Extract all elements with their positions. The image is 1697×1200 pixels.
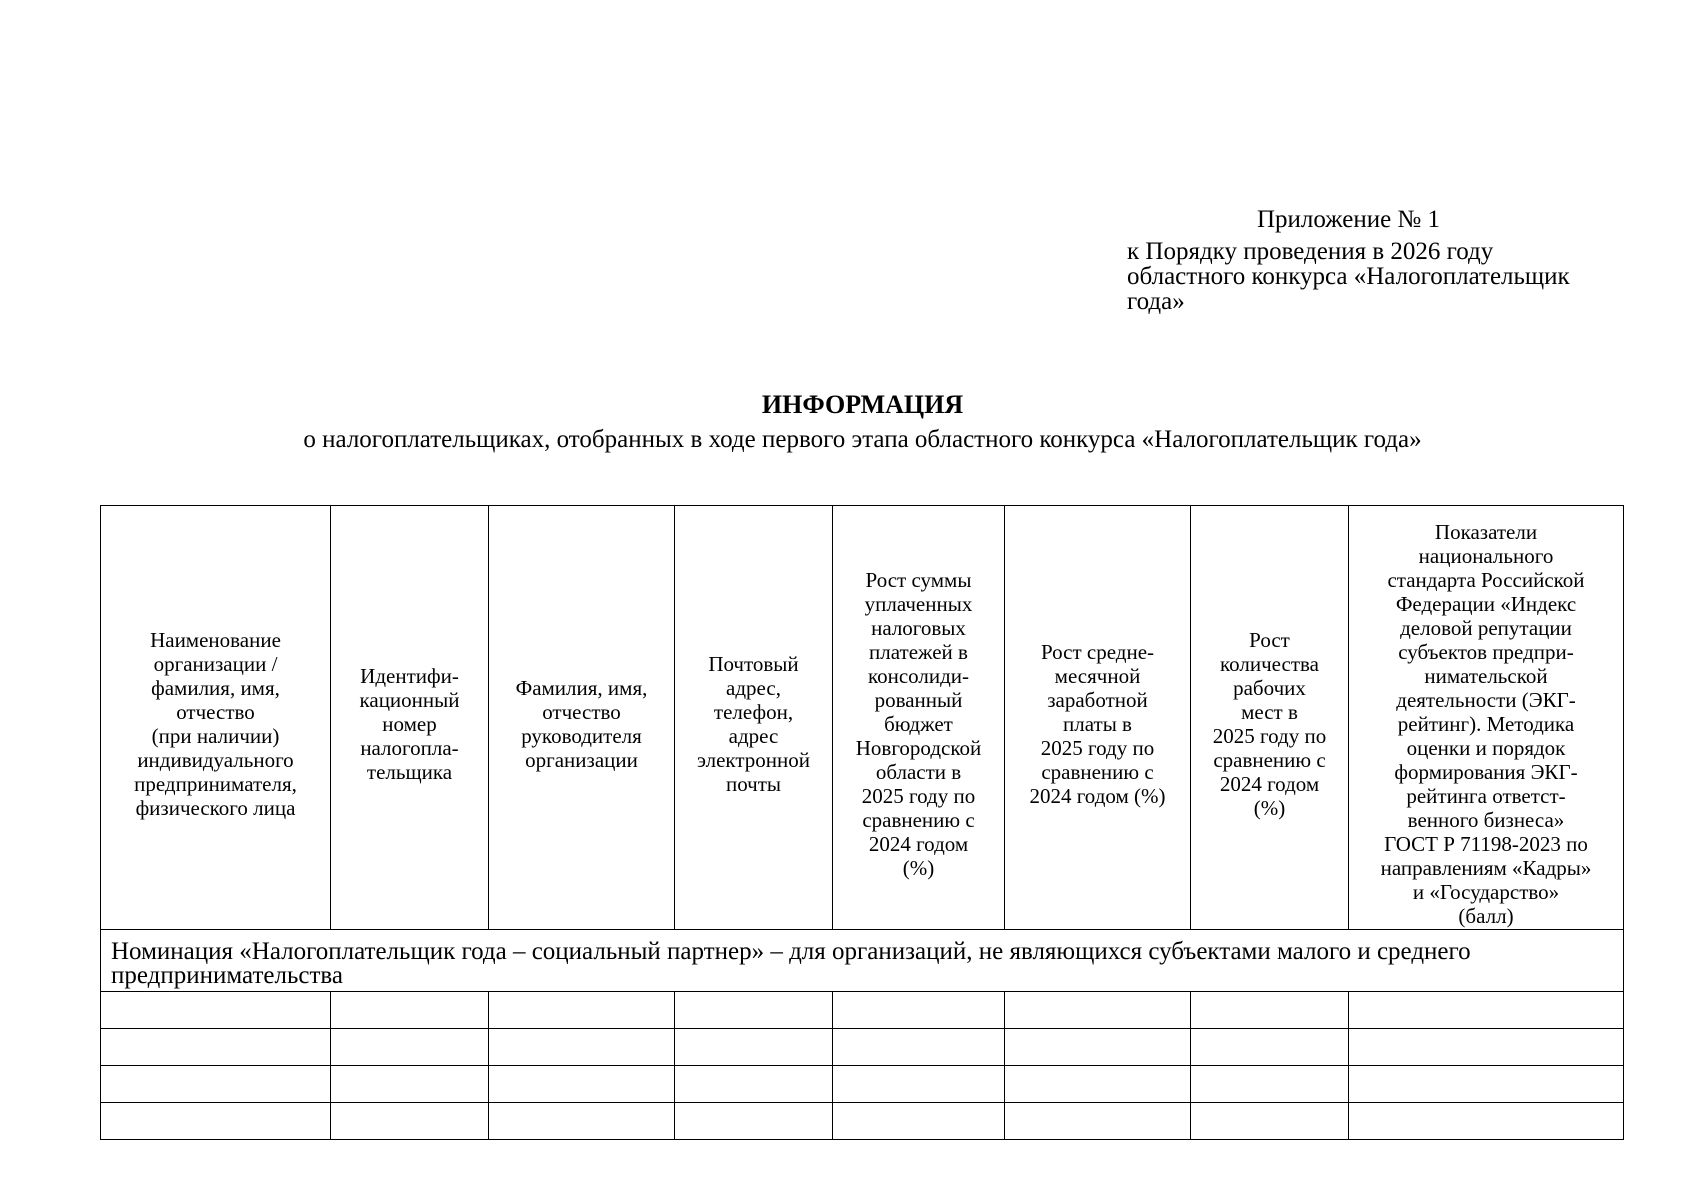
table-cell [1349, 1103, 1624, 1140]
table-cell [101, 1029, 331, 1066]
nomination-row [101, 930, 1624, 992]
document-title: ИНФОРМАЦИЯ [761, 390, 964, 419]
table-cell [675, 992, 833, 1029]
table-cell [1349, 1029, 1624, 1066]
table-cell [331, 992, 489, 1029]
table-cell [1349, 992, 1624, 1029]
table-cell [1005, 992, 1191, 1029]
document-subtitle: о налогоплательщиках, отобранных в ходе первого этапа областного конкурса «Налогоплательщик года» [303, 426, 1422, 453]
table-cell [833, 1029, 1005, 1066]
table-cell [101, 992, 331, 1029]
appendix-block [1127, 207, 1607, 314]
appendix-reference: к Порядку проведения в 2026 году областного конкурса «Налогоплательщик года» [1127, 238, 1570, 315]
table-cell [1005, 1103, 1191, 1140]
table-cell [489, 1103, 675, 1140]
table-cell [331, 1103, 489, 1140]
table-cell [331, 1029, 489, 1066]
table-cell [101, 1066, 331, 1103]
header-ekg-rating: Показатели национального стандарта Российской Федерации «Индекс деловой репутации субъектов предпри- нимательской деятельности (ЭКГ- рейтинг). Методика оценки и порядок формирования ЭКГ- рейтинга ответст- венного бизнеса» ГОСТ Р 71198-2023 по направлениям «Кадры» и «Государство» (балл) [1349, 506, 1624, 930]
header-inn: Идентифи- кационный номер налогопла- тельщика [331, 506, 489, 930]
header-salary-growth: Рост средне- месячной заработной платы в 2025 году по сравнению с 2024 годом (%) [1005, 506, 1191, 930]
header-organization-name: Наименование организации / фамилия, имя, отчество (при наличии) индивидуального предпринимателя, физического лица [101, 506, 331, 930]
appendix-number: Приложение № 1 [1257, 206, 1441, 233]
header-tax-growth: Рост суммы уплаченных налоговых платежей в консолиди- рованный бюджет Новгородской области в 2025 году по сравнению с 2024 годом (%) [833, 506, 1005, 930]
table-cell [1191, 1103, 1349, 1140]
table-cell [675, 1103, 833, 1140]
nomination-text: Номинация «Налогоплательщик года – социальный партнер» – для организаций, не являющихся субъектами малого и среднего предпринимательства [101, 930, 1624, 992]
table-row [101, 992, 1624, 1029]
header-contacts: Почтовый адрес, телефон, адрес электронной почты [675, 506, 833, 930]
table-cell [833, 1066, 1005, 1103]
table-row [101, 1066, 1624, 1103]
table-cell [489, 1066, 675, 1103]
table-cell [489, 992, 675, 1029]
table-row [101, 1103, 1624, 1140]
table-row [101, 1029, 1624, 1066]
title-block [100, 390, 1625, 455]
table-cell [1191, 1066, 1349, 1103]
table-cell [1191, 992, 1349, 1029]
table-cell [833, 1103, 1005, 1140]
table-header-row [101, 506, 1624, 930]
table-cell [1005, 1029, 1191, 1066]
table-cell [675, 1029, 833, 1066]
header-director-name: Фамилия, имя, отчество руководителя организации [489, 506, 675, 930]
table-cell [1191, 1029, 1349, 1066]
table-cell [833, 992, 1005, 1029]
table-cell [675, 1066, 833, 1103]
table-cell [101, 1103, 331, 1140]
table-cell [1349, 1066, 1624, 1103]
taxpayer-info-table [100, 505, 1624, 1140]
table-cell [489, 1029, 675, 1066]
table-cell [1005, 1066, 1191, 1103]
table-cell [331, 1066, 489, 1103]
header-jobs-growth: Рост количества рабочих мест в 2025 году по сравнению с 2024 годом (%) [1191, 506, 1349, 930]
